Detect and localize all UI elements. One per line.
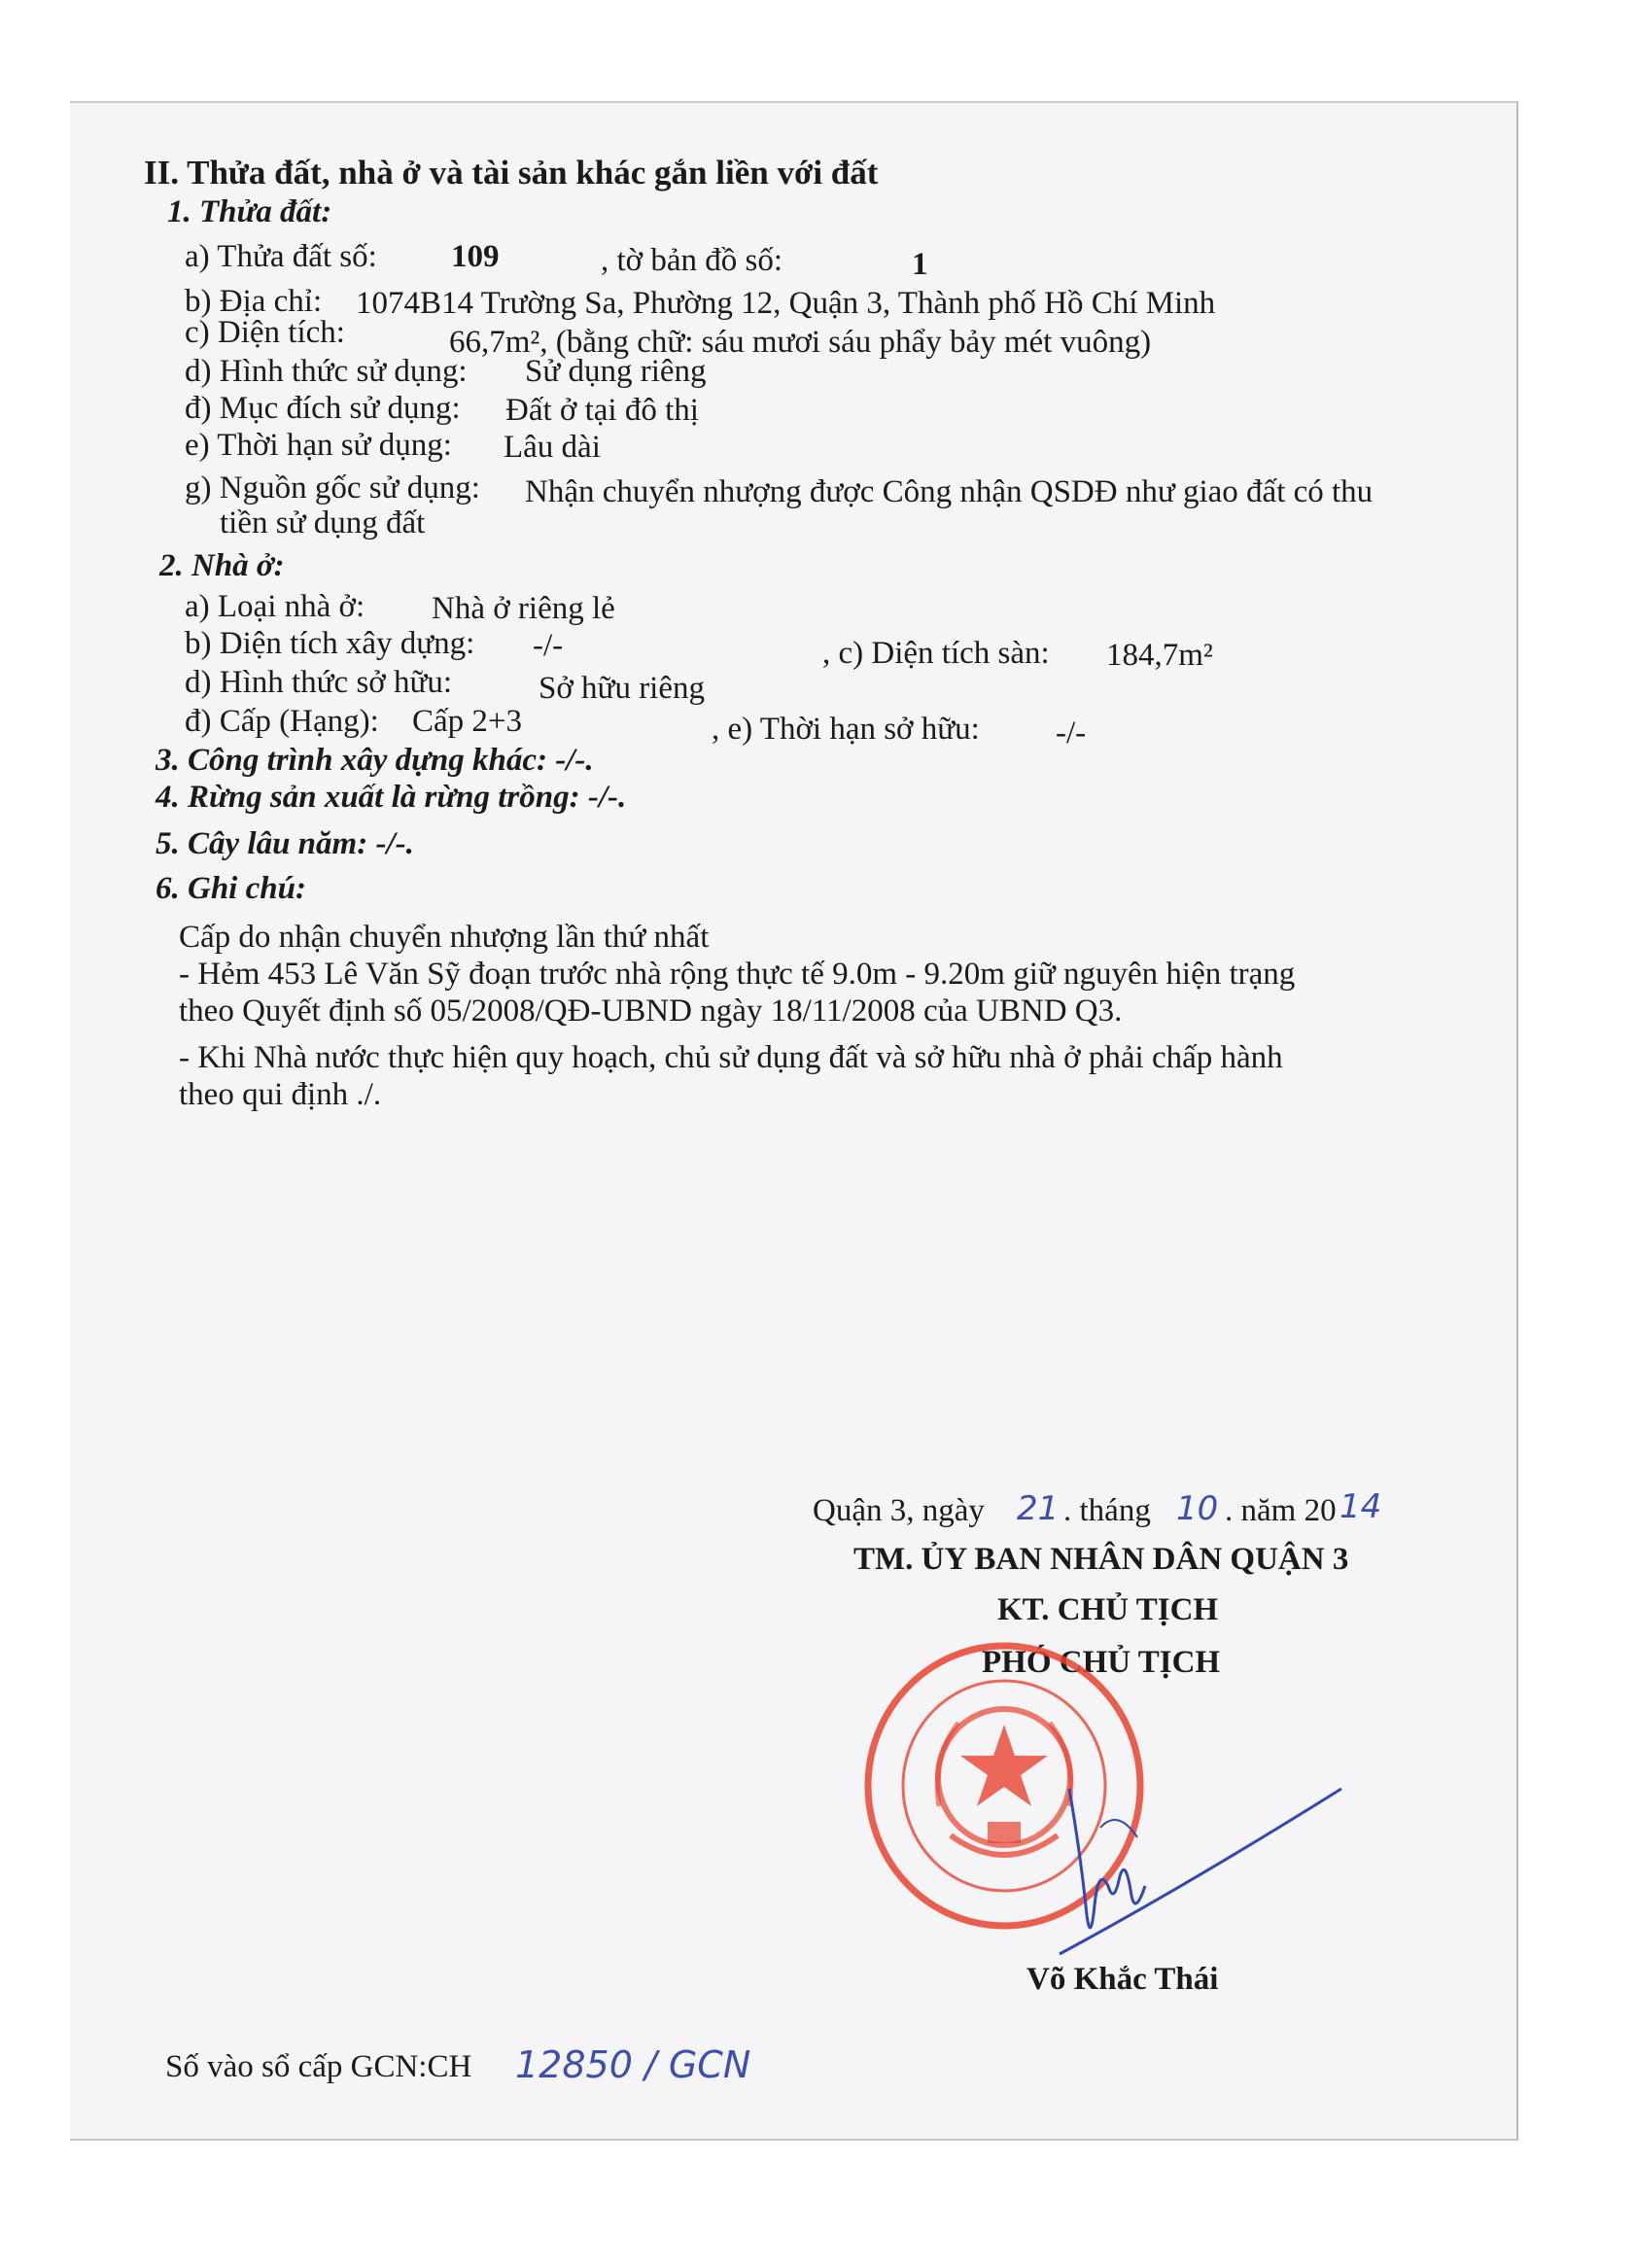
date-month-label: . tháng — [1063, 1493, 1151, 1528]
handwritten-signature — [1030, 1769, 1351, 1964]
other-construction-heading: 3. Công trình xây dựng khác: -/-. — [156, 743, 594, 778]
committee-title: TM. ỦY BAN NHÂN DÂN QUẬN 3 — [853, 1542, 1349, 1577]
usage-form-value: Sử dụng riêng — [525, 354, 707, 389]
registry-number-handwritten: 12850 / GCN — [515, 2043, 751, 2086]
map-sheet-value: 1 — [912, 247, 928, 282]
registry-number-label: Số vào sổ cấp GCN:CH — [165, 2049, 472, 2084]
ownership-term-value: -/- — [1056, 715, 1087, 750]
ownership-term-label: , e) Thời hạn sở hữu: — [712, 712, 980, 747]
area-label: c) Diện tích: — [185, 315, 345, 350]
usage-purpose-value: Đất ở tại đô thị — [505, 393, 699, 428]
building-area-label: b) Diện tích xây dựng: — [185, 626, 475, 661]
notes-line: - Hẻm 453 Lê Văn Sỹ đoạn trước nhà rộng thực tế 9.0m - 9.20m giữ nguyên hiện trạng — [179, 957, 1296, 992]
notes-line: Cấp do nhận chuyển nhượng lần thứ nhất — [179, 920, 710, 955]
house-heading: 2. Nhà ở: — [159, 548, 285, 583]
notes-heading: 6. Ghi chú: — [156, 871, 306, 906]
date-year-handwritten: 14 — [1339, 1487, 1382, 1526]
usage-term-value: Lâu dài — [504, 430, 601, 465]
usage-term-label: e) Thời hạn sử dụng: — [185, 428, 452, 463]
map-sheet-label: , tờ bản đồ số: — [601, 243, 783, 278]
usage-origin-value: Nhận chuyển nhượng được Công nhận QSDĐ như giao đất có thu — [525, 474, 1374, 509]
signer-name: Võ Khắc Thái — [1026, 1962, 1219, 1997]
plot-number-label: a) Thửa đất số: — [185, 239, 377, 274]
area-value: 66,7m², (bằng chữ: sáu mươi sáu phẩy bảy mét vuông) — [449, 325, 1152, 360]
floor-area-label: , c) Diện tích sàn: — [822, 636, 1050, 671]
land-plot-heading: 1. Thửa đất: — [167, 194, 332, 229]
usage-origin-continued: tiền sử dụng đất — [220, 506, 426, 541]
notes-line: theo Quyết định số 05/2008/QĐ-UBND ngày 18/11/2008 của UBND Q3. — [179, 994, 1123, 1029]
usage-form-label: d) Hình thức sử dụng: — [185, 354, 468, 389]
ownership-form-value: Sở hữu riêng — [539, 671, 705, 706]
house-type-label: a) Loại nhà ở: — [185, 589, 365, 624]
usage-origin-label: g) Nguồn gốc sử dụng: — [185, 471, 480, 506]
house-grade-label: đ) Cấp (Hạng): — [185, 704, 379, 739]
ownership-form-label: d) Hình thức sở hữu: — [185, 665, 453, 700]
chairman-delegation-title: KT. CHỦ TỊCH — [997, 1592, 1219, 1627]
notes-line: theo qui định ./. — [179, 1077, 382, 1112]
floor-area-value: 184,7m² — [1106, 638, 1213, 673]
notes-line: - Khi Nhà nước thực hiện quy hoạch, chủ sử dụng đất và sở hữu nhà ở phải chấp hành — [179, 1040, 1283, 1075]
date-month-handwritten: 10 — [1176, 1489, 1219, 1528]
plot-number-value: 109 — [451, 239, 500, 274]
house-type-value: Nhà ở riêng lẻ — [432, 591, 615, 626]
address-label: b) Địa chỉ: — [185, 284, 323, 319]
date-day-handwritten: 21 — [1017, 1489, 1060, 1528]
perennial-trees-heading: 5. Cây lâu năm: -/-. — [156, 826, 414, 861]
building-area-value: -/- — [533, 628, 564, 663]
date-place-label: Quận 3, ngày — [813, 1493, 985, 1528]
vice-chairman-title: PHÓ CHỦ TỊCH — [982, 1645, 1221, 1680]
section-heading: II. Thửa đất, nhà ở và tài sản khác gắn liền với đất — [144, 154, 879, 192]
usage-purpose-label: đ) Mục đích sử dụng: — [185, 391, 461, 426]
house-grade-value: Cấp 2+3 — [412, 704, 523, 739]
address-value: 1074B14 Trường Sa, Phường 12, Quận 3, Thành phố Hồ Chí Minh — [356, 286, 1216, 321]
date-year-label: . năm 20 — [1225, 1493, 1337, 1528]
production-forest-heading: 4. Rừng sản xuất là rừng trồng: -/-. — [156, 780, 627, 815]
